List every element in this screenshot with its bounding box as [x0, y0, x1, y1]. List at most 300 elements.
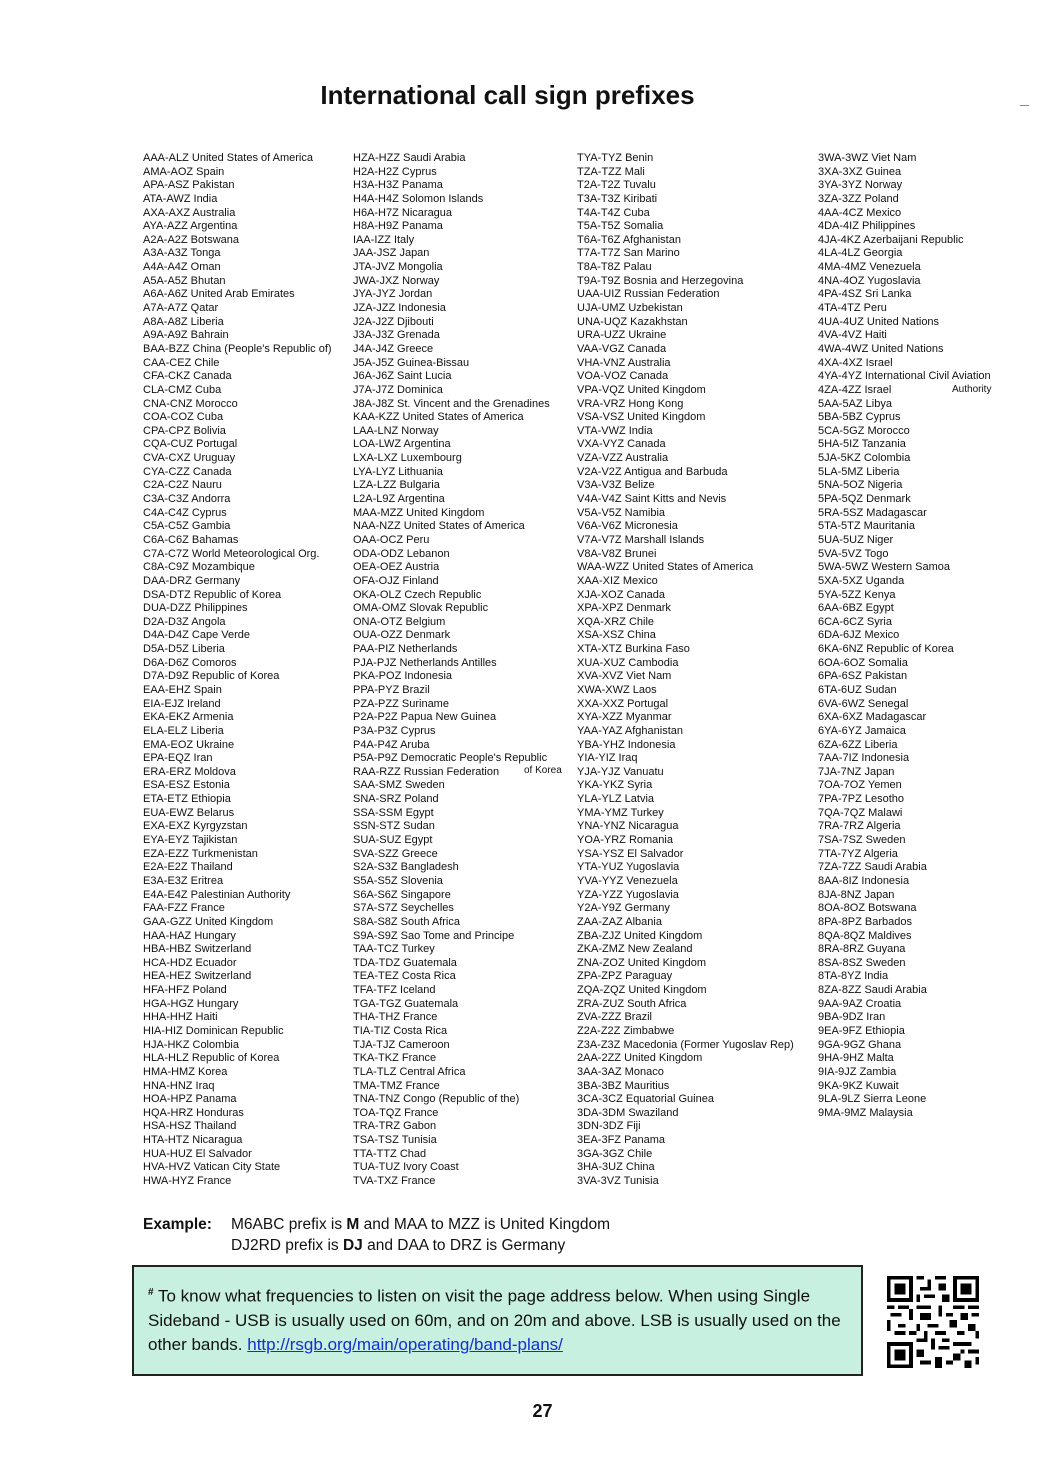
prefix-entry: E3A-E3Z Eritrea — [143, 874, 224, 887]
prefix-entry: VZA-VZZ Australia — [577, 452, 669, 465]
prefix-entry: VHA-VNZ Australia — [577, 356, 671, 369]
note-marker: # — [148, 1287, 154, 1298]
prefix-entry: H8A-H9Z Panama — [353, 220, 443, 233]
prefix-entry: TNA-TNZ Congo (Republic of the) — [353, 1093, 520, 1106]
prefix-entry: Z2A-Z2Z Zimbabwe — [577, 1025, 675, 1037]
prefix-entry: 7TA-7YZ Algeria — [818, 847, 898, 860]
prefix-entry: T2A-T2Z Tuvalu — [577, 179, 656, 192]
prefix-entry: T9A-T9Z Bosnia and Herzegovina — [577, 274, 744, 287]
prefix-entry: H6A-H7Z Nicaragua — [353, 206, 453, 219]
prefix-entry: EMA-EOZ Ukraine — [143, 738, 235, 751]
prefix-entry: EYA-EYZ Tajikistan — [143, 834, 238, 847]
prefix-entry: S8A-S8Z South Africa — [353, 915, 460, 928]
prefix-entry: SVA-SZZ Greece — [353, 847, 438, 860]
prefix-entry: LOA-LWZ Argentina — [353, 438, 451, 451]
prefix-entry: LZA-LZZ Bulgaria — [353, 479, 440, 492]
prefix-entry: P5A-P9Z Democratic People's Republic — [353, 752, 548, 765]
prefix-entry: C6A-C6Z Bahamas — [143, 533, 239, 546]
prefix-entry: V5A-V5Z Namibia — [577, 506, 666, 519]
prefix-entry: HAA-HAZ Hungary — [143, 929, 236, 942]
prefix-entry: 5HA-5IZ Tanzania — [818, 438, 906, 451]
prefix-entry: COA-COZ Cuba — [143, 411, 224, 424]
prefix-entry: ZVA-ZZZ Brazil — [577, 1011, 652, 1024]
prefix-entry: 3CA-3CZ Equatorial Guinea — [577, 1093, 714, 1106]
prefix-entry: 3DA-3DM Swaziland — [577, 1106, 679, 1119]
prefix-entry: XVA-XVZ Viet Nam — [577, 670, 672, 683]
prefix-entry: J5A-J5Z Guinea-Bissau — [353, 356, 470, 369]
example-block — [143, 1214, 610, 1256]
prefix-entry: 5CA-5GZ Morocco — [818, 424, 910, 437]
prefix-entry: 7ZA-7ZZ Saudi Arabia — [818, 861, 927, 874]
prefix-entry: 5UA-5UZ Niger — [818, 533, 894, 546]
prefix-entry: EKA-EKZ Armenia — [143, 711, 234, 724]
prefix-entry: UNA-UQZ Kazakhstan — [577, 315, 688, 328]
prefix-entry: XXA-XXZ Portugal — [577, 697, 669, 710]
prefix-entry: 6VA-6WZ Senegal — [818, 697, 909, 710]
prefix-entry: T4A-T4Z Cuba — [577, 206, 650, 219]
prefix-entry: 7OA-7OZ Yemen — [818, 779, 902, 792]
prefix-entry: 4ZA-4ZZ Israel — [818, 383, 892, 396]
prefix-entry: ATA-AWZ India — [143, 192, 218, 205]
prefix-entry: HBA-HBZ Switzerland — [143, 943, 252, 956]
band-plan-note — [132, 1265, 863, 1376]
prefix-entry: 5BA-5BZ Cyprus — [818, 411, 901, 424]
prefix-entry: ZQA-ZQZ United Kingdom — [577, 984, 707, 997]
prefix-entry: 8QA-8QZ Maldives — [818, 929, 912, 942]
prefix-entry: 8OA-8OZ Botswana — [818, 902, 917, 915]
prefix-entry: 6CA-6CZ Syria — [818, 615, 892, 628]
prefix-entry: E2A-E2Z Thailand — [143, 861, 233, 874]
prefix-entry: CFA-CKZ Canada — [143, 370, 232, 383]
prefix-entry: 9LA-9LZ Sierra Leone — [818, 1093, 927, 1106]
prefix-entry: 4MA-4MZ Venezuela — [818, 261, 921, 274]
prefix-entry: TKA-TKZ France — [353, 1052, 437, 1065]
prefix-entry: C2A-C2Z Nauru — [143, 479, 222, 492]
prefix-entry: 9MA-9MZ Malaysia — [818, 1106, 913, 1119]
prefix-entry: ZKA-ZMZ New Zealand — [577, 943, 693, 956]
prefix-entry: 5VA-5VZ Togo — [818, 547, 889, 560]
prefix-entry: J6A-J6Z Saint Lucia — [353, 370, 452, 383]
scan-mark — [1020, 105, 1029, 106]
example-label: Example: — [143, 1216, 212, 1233]
prefix-entry: Y2A-Y9Z Germany — [577, 902, 670, 915]
prefix-entry: 4VA-4VZ Haiti — [818, 329, 887, 342]
prefix-entry: HUA-HUZ El Salvador — [143, 1147, 252, 1160]
prefix-entry: D7A-D9Z Republic of Korea — [143, 670, 280, 683]
prefix-entry: 7PA-7PZ Lesotho — [818, 793, 905, 806]
prefix-entry: 6YA-6YZ Jamaica — [818, 724, 906, 737]
prefix-entry: HMA-HMZ Korea — [143, 1065, 228, 1078]
prefix-entry: HLA-HLZ Republic of Korea — [143, 1052, 280, 1065]
prefix-entry: 6AA-6BZ Egypt — [818, 602, 894, 615]
prefix-entry: HNA-HNZ Iraq — [143, 1079, 215, 1092]
prefix-entry: DSA-DTZ Republic of Korea — [143, 588, 282, 601]
prefix-entry: AXA-AXZ Australia — [143, 206, 236, 219]
prefix-entry: J2A-J2Z Djibouti — [353, 315, 434, 328]
prefix-entry: YOA-YRZ Romania — [577, 834, 673, 847]
prefix-entry: 5XA-5XZ Uganda — [818, 574, 905, 587]
of-korea-continuation: of Korea — [524, 765, 562, 776]
prefix-entry: XYA-XZZ Myanmar — [577, 711, 672, 724]
prefix-entry: 7RA-7RZ Algeria — [818, 820, 901, 833]
prefix-entry: PJA-PJZ Netherlands Antilles — [353, 656, 497, 669]
prefix-entry: YZA-YZZ Yugoslavia — [577, 888, 679, 901]
prefix-entry: HIA-HIZ Dominican Republic — [143, 1025, 284, 1037]
prefix-entry: ZAA-ZAZ Albania — [577, 915, 662, 928]
prefix-entry: VAA-VGZ Canada — [577, 342, 667, 355]
prefix-entry: S6A-S6Z Singapore — [353, 888, 451, 901]
prefix-entry: JTA-JVZ Mongolia — [353, 261, 443, 274]
prefix-entry: CVA-CXZ Uruguay — [143, 452, 236, 465]
prefix-entry: 3AA-3AZ Monaco — [577, 1065, 664, 1078]
prefix-entry: 6ZA-6ZZ Liberia — [818, 738, 898, 751]
prefix-entry: VTA-VWZ India — [577, 424, 653, 437]
prefix-entry: 6XA-6XZ Madagascar — [818, 711, 927, 724]
prefix-entry: 5PA-5QZ Denmark — [818, 493, 911, 506]
example-text: DJ2RD prefix is — [231, 1237, 343, 1254]
prefix-entry: XTA-XTZ Burkina Faso — [577, 643, 690, 656]
prefix-entry: PAA-PIZ Netherlands — [353, 643, 458, 656]
prefix-entry: RAA-RZZ Russian Federation — [353, 765, 500, 778]
band-plans-link[interactable]: http://rsgb.org/main/operating/band-plans/ — [247, 1334, 563, 1354]
prefix-entry: OEA-OEZ Austria — [353, 561, 440, 574]
prefix-entry: S7A-S7Z Seychelles — [353, 902, 454, 915]
prefix-entry: TSA-TSZ Tunisia — [353, 1134, 437, 1147]
prefix-entry: 5LA-5MZ Liberia — [818, 465, 900, 478]
prefix-entry: A7A-A7Z Qatar — [143, 302, 219, 315]
prefix-entry: LXA-LXZ Luxembourg — [353, 452, 462, 465]
prefix-entry: 2AA-2ZZ United Kingdom — [577, 1052, 703, 1065]
prefix-entry: 7SA-7SZ Sweden — [818, 834, 906, 847]
prefix-entry: TIA-TIZ Costa Rica — [353, 1025, 448, 1037]
prefix-entry: 8PA-8PZ Barbados — [818, 915, 912, 928]
prefix-entry: OFA-OJZ Finland — [353, 574, 439, 587]
prefix-entry: V7A-V7Z Marshall Islands — [577, 533, 705, 546]
prefix-entry: PZA-PZZ Suriname — [353, 697, 449, 710]
prefix-entry: HZA-HZZ Saudi Arabia — [353, 152, 466, 164]
prefix-entry: CNA-CNZ Morocco — [143, 397, 238, 410]
prefix-entry: J4A-J4Z Greece — [353, 342, 434, 355]
prefix-entry: 4AA-4CZ Mexico — [818, 206, 902, 219]
prefix-entry: TOA-TQZ France — [353, 1106, 439, 1119]
prefix-entry: GAA-GZZ United Kingdom — [143, 915, 274, 928]
prefix-entry: C5A-C5Z Gambia — [143, 520, 231, 533]
prefix-entry: A4A-A4Z Oman — [143, 261, 221, 274]
prefix-column-1 — [143, 152, 332, 1189]
prefix-entry: P3A-P3Z Cyprus — [353, 724, 436, 737]
prefix-entry: ELA-ELZ Liberia — [143, 724, 224, 737]
prefix-entry: SNA-SRZ Poland — [353, 793, 439, 806]
prefix-entry: NAA-NZZ United States of America — [353, 520, 525, 533]
prefix-entry: 3VA-3VZ Tunisia — [577, 1175, 659, 1188]
prefix-entry: 4PA-4SZ Sri Lanka — [818, 288, 912, 301]
prefix-entry: P2A-P2Z Papua New Guinea — [353, 711, 497, 724]
prefix-entry: 3XA-3XZ Guinea — [818, 165, 902, 178]
prefix-entry: 6DA-6JZ Mexico — [818, 629, 900, 642]
prefix-entry: TTA-TTZ Chad — [353, 1147, 427, 1160]
prefix-entry: C3A-C3Z Andorra — [143, 493, 231, 506]
prefix-entry: WAA-WZZ United States of America — [577, 561, 754, 574]
prefix-entry: H3A-H3Z Panama — [353, 179, 443, 192]
prefix-entry: S2A-S3Z Bangladesh — [353, 861, 459, 874]
prefix-entry: CPA-CPZ Bolivia — [143, 424, 226, 437]
prefix-entry: LAA-LNZ Norway — [353, 424, 439, 437]
prefix-entry: V4A-V4Z Saint Kitts and Nevis — [577, 493, 727, 506]
prefix-entry: T3A-T3Z Kiribati — [577, 192, 658, 205]
prefix-entry: BAA-BZZ China (People's Republic of) — [143, 342, 332, 355]
prefix-entry: VOA-VOZ Canada — [577, 370, 669, 383]
prefix-entry: HEA-HEZ Switzerland — [143, 970, 252, 983]
prefix-entry: HVA-HVZ Vatican City State — [143, 1161, 281, 1174]
prefix-entry: UAA-UIZ Russian Federation — [577, 288, 720, 301]
prefix-entry: A9A-A9Z Bahrain — [143, 329, 229, 342]
prefix-entry: DUA-DZZ Philippines — [143, 602, 248, 615]
prefix-entry: S9A-S9Z Sao Tome and Principe — [353, 929, 515, 942]
prefix-entry: 4UA-4UZ United Nations — [818, 315, 940, 328]
prefix-entry: 7AA-7IZ Indonesia — [818, 752, 910, 765]
prefix-entry: PKA-POZ Indonesia — [353, 670, 453, 683]
prefix-entry: TMA-TMZ France — [353, 1079, 440, 1092]
prefix-entry: YNA-YNZ Nicaragua — [577, 820, 679, 833]
prefix-entry: PPA-PYZ Brazil — [353, 683, 430, 696]
prefix-entry: VXA-VYZ Canada — [577, 438, 666, 451]
prefix-entry: 4TA-4TZ Peru — [818, 302, 887, 315]
prefix-entry: 9IA-9JZ Zambia — [818, 1065, 897, 1078]
prefix-entry: 9GA-9GZ Ghana — [818, 1038, 902, 1051]
prefix-entry: ONA-OTZ Belgium — [353, 615, 446, 628]
prefix-entry: YSA-YSZ El Salvador — [577, 847, 684, 860]
page-number: 27 — [532, 1401, 553, 1421]
prefix-entry: 5TA-5TZ Mauritania — [818, 520, 915, 533]
prefix-column-2 — [353, 152, 550, 1189]
prefix-entry: EIA-EJZ Ireland — [143, 697, 221, 710]
prefix-entry: AYA-AZZ Argentina — [143, 220, 238, 233]
prefix-entry: XWA-XWZ Laos — [577, 683, 657, 696]
prefix-entry: JYA-JYZ Jordan — [353, 288, 433, 301]
prefix-entry: OUA-OZZ Denmark — [353, 629, 451, 642]
prefix-entry: EUA-EWZ Belarus — [143, 806, 235, 819]
prefix-entry: YLA-YLZ Latvia — [577, 793, 655, 806]
prefix-entry: TJA-TJZ Cameroon — [353, 1038, 450, 1051]
prefix-entry: TZA-TZZ Mali — [577, 165, 645, 178]
prefix-entry: CAA-CEZ Chile — [143, 356, 220, 369]
prefix-entry: XQA-XRZ Chile — [577, 615, 655, 628]
prefix-entry: J7A-J7Z Dominica — [353, 383, 443, 396]
prefix-entry: DAA-DRZ Germany — [143, 574, 241, 587]
prefix-entry: 4XA-4XZ Israel — [818, 356, 893, 369]
qr-code-icon — [887, 1276, 979, 1368]
prefix-entry: 3YA-3YZ Norway — [818, 179, 903, 192]
prefix-entry: XSA-XSZ China — [577, 629, 656, 642]
example-text: and MAA to MZZ is United Kingdom — [359, 1216, 611, 1233]
prefix-entry: 6KA-6NZ Republic of Korea — [818, 643, 954, 656]
prefix-entry: D4A-D4Z Cape Verde — [143, 629, 250, 642]
prefix-entry: A6A-A6Z United Arab Emirates — [143, 288, 295, 301]
example-prefix: DJ — [342, 1237, 363, 1254]
prefix-column-3 — [577, 152, 794, 1189]
prefix-entry: SAA-SMZ Sweden — [353, 779, 445, 792]
prefix-entry: T7A-T7Z San Marino — [577, 247, 680, 260]
prefix-entry: HWA-HYZ France — [143, 1175, 232, 1188]
example-line-1 — [143, 1214, 610, 1235]
prefix-entry: 4NA-4OZ Yugoslavia — [818, 274, 921, 287]
prefix-entry: MAA-MZZ United Kingdom — [353, 506, 485, 519]
prefix-entry: YJA-YJZ Vanuatu — [577, 765, 664, 778]
prefix-entry: 3EA-3FZ Panama — [577, 1134, 666, 1147]
prefix-entry: C7A-C7Z World Meteorological Org. — [143, 547, 320, 560]
prefix-entry: YVA-YYZ Venezuela — [577, 874, 678, 887]
prefix-entry: YTA-YUZ Yugoslavia — [577, 861, 680, 874]
prefix-entry: V6A-V6Z Micronesia — [577, 520, 678, 533]
prefix-entry: 5JA-5KZ Colombia — [818, 452, 911, 465]
prefix-entry: YKA-YKZ Syria — [577, 779, 653, 792]
prefix-entry: A2A-A2Z Botswana — [143, 233, 239, 246]
prefix-entry: ZRA-ZUZ South Africa — [577, 997, 687, 1010]
prefix-entry: 4WA-4WZ United Nations — [818, 342, 944, 355]
prefix-entry: V8A-V8Z Brunei — [577, 547, 657, 560]
prefix-entry: 5WA-5WZ Western Samoa — [818, 561, 951, 574]
prefix-entry: CQA-CUZ Portugal — [143, 438, 238, 451]
prefix-entry: 3WA-3WZ Viet Nam — [818, 152, 917, 164]
prefix-entry: HSA-HSZ Thailand — [143, 1120, 237, 1133]
prefix-entry: C8A-C9Z Mozambique — [143, 561, 255, 574]
prefix-entry: T5A-T5Z Somalia — [577, 220, 664, 233]
prefix-entry: OKA-OLZ Czech Republic — [353, 588, 482, 601]
prefix-entry: 9HA-9HZ Malta — [818, 1052, 894, 1065]
prefix-entry: T8A-T8Z Palau — [577, 261, 652, 274]
prefix-entry: UJA-UMZ Uzbekistan — [577, 302, 683, 315]
prefix-entry: Z3A-Z3Z Macedonia (Former Yugoslav Rep) — [577, 1038, 794, 1051]
prefix-entry: JZA-JZZ Indonesia — [353, 302, 446, 315]
prefix-entry: SSA-SSM Egypt — [353, 806, 434, 819]
prefix-entry: TUA-TUZ Ivory Coast — [353, 1161, 459, 1174]
prefix-entry: 5NA-5OZ Nigeria — [818, 479, 903, 492]
prefix-entry: 8SA-8SZ Sweden — [818, 956, 906, 969]
prefix-entry: 9BA-9DZ Iran — [818, 1011, 886, 1024]
prefix-entry: ODA-ODZ Lebanon — [353, 547, 450, 560]
prefix-entry: D6A-D6Z Comoros — [143, 656, 237, 669]
prefix-entry: TAA-TCZ Turkey — [353, 943, 435, 956]
prefix-entry: HCA-HDZ Ecuador — [143, 956, 237, 969]
prefix-entry: KAA-KZZ United States of America — [353, 411, 524, 424]
prefix-entry: HGA-HGZ Hungary — [143, 997, 239, 1010]
prefix-entry: 3ZA-3ZZ Poland — [818, 192, 899, 205]
prefix-entry: 4JA-4KZ Azerbaijani Republic — [818, 233, 964, 246]
prefix-entry: VRA-VRZ Hong Kong — [577, 397, 684, 410]
example-text: M6ABC prefix is — [231, 1216, 347, 1233]
prefix-entry: HJA-HKZ Colombia — [143, 1038, 239, 1051]
prefix-entry: OMA-OMZ Slovak Republic — [353, 602, 489, 615]
prefix-entry: C4A-C4Z Cyprus — [143, 506, 227, 519]
prefix-entry: 6PA-6SZ Pakistan — [818, 670, 908, 683]
prefix-entry: 9EA-9FZ Ethiopia — [818, 1025, 905, 1037]
prefix-entry: AAA-ALZ United States of America — [143, 152, 313, 164]
prefix-entry: ESA-ESZ Estonia — [143, 779, 230, 792]
prefix-entry: J8A-J8Z St. Vincent and the Grenadines — [353, 397, 550, 410]
prefix-entry: ZBA-ZJZ United Kingdom — [577, 929, 703, 942]
prefix-entry: TDA-TDZ Guatemala — [353, 956, 457, 969]
prefix-entry: 5YA-5ZZ Kenya — [818, 588, 896, 601]
prefix-entry: A3A-A3Z Tonga — [143, 247, 221, 260]
authority-continuation: Authority — [952, 384, 992, 395]
prefix-entry: V3A-V3Z Belize — [577, 479, 655, 492]
prefix-entry: D5A-D5Z Liberia — [143, 643, 225, 656]
prefix-entry: XJA-XOZ Canada — [577, 588, 666, 601]
prefix-entry: TGA-TGZ Guatemala — [353, 997, 459, 1010]
prefix-entry: 8TA-8YZ India — [818, 970, 889, 983]
prefix-entry: 4LA-4LZ Georgia — [818, 247, 903, 260]
prefix-entry: H4A-H4Z Solomon Islands — [353, 192, 484, 205]
prefix-entry: T6A-T6Z Afghanistan — [577, 233, 681, 246]
prefix-entry: URA-UZZ Ukraine — [577, 329, 667, 342]
page-title: International call sign prefixes — [320, 80, 695, 110]
prefix-entry: 6TA-6UZ Sudan — [818, 683, 897, 696]
prefix-entry: APA-ASZ Pakistan — [143, 179, 235, 192]
prefix-entry: 7QA-7QZ Malawi — [818, 806, 903, 819]
prefix-entry: TEA-TEZ Costa Rica — [353, 970, 456, 983]
prefix-entry: JAA-JSZ Japan — [353, 247, 430, 260]
prefix-entry: OAA-OCZ Peru — [353, 533, 430, 546]
prefix-entry: AMA-AOZ Spain — [143, 165, 225, 178]
prefix-entry: CLA-CMZ Cuba — [143, 383, 222, 396]
prefix-entry: YIA-YIZ Iraq — [577, 752, 638, 765]
prefix-entry: H2A-H2Z Cyprus — [353, 165, 437, 178]
prefix-entry: 8RA-8RZ Guyana — [818, 943, 906, 956]
prefix-entry: HFA-HFZ Poland — [143, 984, 227, 997]
prefix-entry: YMA-YMZ Turkey — [577, 806, 664, 819]
prefix-entry: 8ZA-8ZZ Saudi Arabia — [818, 984, 927, 997]
prefix-entry: JWA-JXZ Norway — [353, 274, 440, 287]
prefix-entry: A8A-A8Z Liberia — [143, 315, 224, 328]
prefix-entry: XUA-XUZ Cambodia — [577, 656, 679, 669]
prefix-entry: 9AA-9AZ Croatia — [818, 997, 902, 1010]
prefix-entry: EXA-EXZ Kyrgyzstan — [143, 820, 248, 833]
prefix-entry: EAA-EHZ Spain — [143, 683, 222, 696]
prefix-entry: D2A-D3Z Angola — [143, 615, 226, 628]
prefix-entry: 8AA-8IZ Indonesia — [818, 874, 910, 887]
prefix-entry: 5RA-5SZ Madagascar — [818, 506, 927, 519]
prefix-entry: 6OA-6OZ Somalia — [818, 656, 908, 669]
prefix-entry: L2A-L9Z Argentina — [353, 493, 445, 506]
prefix-entry: ERA-ERZ Moldova — [143, 765, 236, 778]
prefix-entry: 3DN-3DZ Fiji — [577, 1120, 641, 1133]
prefix-entry: VSA-VSZ United Kingdom — [577, 411, 706, 424]
prefix-entry: CYA-CZZ Canada — [143, 465, 232, 478]
prefix-entry: ZPA-ZPZ Paraguay — [577, 970, 673, 983]
prefix-entry: TLA-TLZ Central Africa — [353, 1065, 466, 1078]
prefix-entry: HHA-HHZ Haiti — [143, 1011, 218, 1024]
prefix-entry: P4A-P4Z Aruba — [353, 738, 430, 751]
prefix-entry: 4YA-4YZ International Civil Aviation — [818, 370, 991, 383]
prefix-entry: ZNA-ZOZ United Kingdom — [577, 956, 706, 969]
example-line-2 — [143, 1235, 610, 1256]
prefix-entry: HOA-HPZ Panama — [143, 1093, 237, 1106]
prefix-entry: XAA-XIZ Mexico — [577, 574, 658, 587]
prefix-entry: 8JA-8NZ Japan — [818, 888, 895, 901]
prefix-entry: S5A-S5Z Slovenia — [353, 874, 443, 887]
prefix-entry: V2A-V2Z Antigua and Barbuda — [577, 465, 728, 478]
prefix-column-4 — [818, 152, 991, 1120]
prefix-entry: XPA-XPZ Denmark — [577, 602, 671, 615]
prefix-entry: 5AA-5AZ Libya — [818, 397, 892, 410]
prefix-entry: 3GA-3GZ Chile — [577, 1147, 653, 1160]
prefix-entry: EPA-EQZ Iran — [143, 752, 213, 765]
prefix-entry: 7JA-7NZ Japan — [818, 765, 895, 778]
prefix-entry: SUA-SUZ Egypt — [353, 834, 433, 847]
prefix-entry: 3HA-3UZ China — [577, 1161, 655, 1174]
prefix-entry: E4A-E4Z Palestinian Authority — [143, 888, 291, 901]
prefix-entry: ETA-ETZ Ethiopia — [143, 793, 231, 806]
